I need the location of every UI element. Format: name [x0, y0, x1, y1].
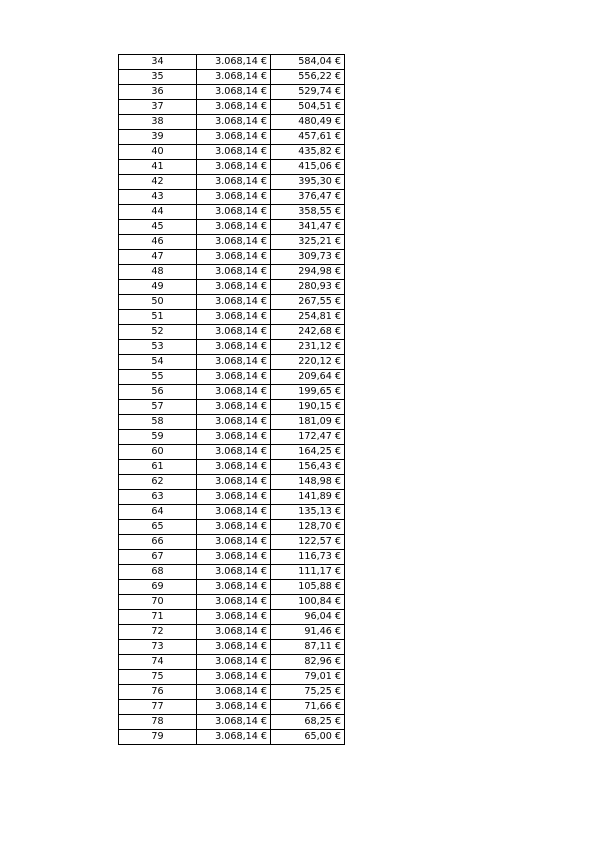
table-row: [119, 415, 345, 430]
row-number-cell: 44: [119, 205, 197, 220]
row-number-cell: 34: [119, 55, 197, 70]
value-cell: 220,12 €: [271, 355, 345, 370]
value-cell: 65,00 €: [271, 730, 345, 745]
table-row: [119, 130, 345, 145]
row-number-cell: 74: [119, 655, 197, 670]
amount-cell: 3.068,14 €: [197, 625, 271, 640]
value-cell: 395,30 €: [271, 175, 345, 190]
value-cell: 435,82 €: [271, 145, 345, 160]
row-number-cell: 70: [119, 595, 197, 610]
value-cell: 79,01 €: [271, 670, 345, 685]
value-cell: 128,70 €: [271, 520, 345, 535]
amount-cell: 3.068,14 €: [197, 640, 271, 655]
value-cell: 415,06 €: [271, 160, 345, 175]
value-cell: 209,64 €: [271, 370, 345, 385]
row-number-cell: 50: [119, 295, 197, 310]
amount-cell: 3.068,14 €: [197, 55, 271, 70]
row-number-cell: 66: [119, 535, 197, 550]
row-number-cell: 55: [119, 370, 197, 385]
value-cell: 75,25 €: [271, 685, 345, 700]
table-row: [119, 235, 345, 250]
row-number-cell: 39: [119, 130, 197, 145]
value-cell: 105,88 €: [271, 580, 345, 595]
value-cell: 325,21 €: [271, 235, 345, 250]
row-number-cell: 56: [119, 385, 197, 400]
table-row: [119, 430, 345, 445]
amount-cell: 3.068,14 €: [197, 655, 271, 670]
table-row: [119, 355, 345, 370]
value-cell: 172,47 €: [271, 430, 345, 445]
amount-cell: 3.068,14 €: [197, 670, 271, 685]
row-number-cell: 49: [119, 280, 197, 295]
value-cell: 457,61 €: [271, 130, 345, 145]
row-number-cell: 76: [119, 685, 197, 700]
row-number-cell: 51: [119, 310, 197, 325]
row-number-cell: 58: [119, 415, 197, 430]
amount-cell: 3.068,14 €: [197, 445, 271, 460]
value-cell: 231,12 €: [271, 340, 345, 355]
value-cell: 341,47 €: [271, 220, 345, 235]
table-row: [119, 175, 345, 190]
table-row: [119, 520, 345, 535]
table-row: [119, 85, 345, 100]
amount-cell: 3.068,14 €: [197, 325, 271, 340]
table-row: [119, 295, 345, 310]
table-row: [119, 475, 345, 490]
value-cell: 529,74 €: [271, 85, 345, 100]
value-cell: 116,73 €: [271, 550, 345, 565]
amount-cell: 3.068,14 €: [197, 175, 271, 190]
row-number-cell: 57: [119, 400, 197, 415]
amount-cell: 3.068,14 €: [197, 370, 271, 385]
row-number-cell: 77: [119, 700, 197, 715]
value-cell: 87,11 €: [271, 640, 345, 655]
amount-cell: 3.068,14 €: [197, 220, 271, 235]
table-row: [119, 70, 345, 85]
table-row: [119, 310, 345, 325]
row-number-cell: 65: [119, 520, 197, 535]
table-row: [119, 685, 345, 700]
amount-cell: 3.068,14 €: [197, 535, 271, 550]
amount-cell: 3.068,14 €: [197, 355, 271, 370]
value-cell: 68,25 €: [271, 715, 345, 730]
amount-cell: 3.068,14 €: [197, 685, 271, 700]
table-row: [119, 730, 345, 745]
amount-cell: 3.068,14 €: [197, 235, 271, 250]
value-cell: 267,55 €: [271, 295, 345, 310]
amount-cell: 3.068,14 €: [197, 265, 271, 280]
row-number-cell: 59: [119, 430, 197, 445]
amount-cell: 3.068,14 €: [197, 700, 271, 715]
amount-cell: 3.068,14 €: [197, 340, 271, 355]
table-row: [119, 340, 345, 355]
table-row: [119, 100, 345, 115]
value-cell: 294,98 €: [271, 265, 345, 280]
table-row: [119, 490, 345, 505]
row-number-cell: 69: [119, 580, 197, 595]
amount-cell: 3.068,14 €: [197, 430, 271, 445]
amount-cell: 3.068,14 €: [197, 415, 271, 430]
amount-cell: 3.068,14 €: [197, 115, 271, 130]
row-number-cell: 43: [119, 190, 197, 205]
row-number-cell: 37: [119, 100, 197, 115]
row-number-cell: 40: [119, 145, 197, 160]
amount-cell: 3.068,14 €: [197, 100, 271, 115]
table-row: [119, 400, 345, 415]
table-row: [119, 610, 345, 625]
table-row: [119, 160, 345, 175]
value-cell: 181,09 €: [271, 415, 345, 430]
table-row: [119, 700, 345, 715]
row-number-cell: 52: [119, 325, 197, 340]
value-cell: 358,55 €: [271, 205, 345, 220]
row-number-cell: 73: [119, 640, 197, 655]
value-cell: 280,93 €: [271, 280, 345, 295]
amount-cell: 3.068,14 €: [197, 505, 271, 520]
table-row: [119, 145, 345, 160]
amount-cell: 3.068,14 €: [197, 385, 271, 400]
amount-cell: 3.068,14 €: [197, 280, 271, 295]
table-row: [119, 550, 345, 565]
amount-cell: 3.068,14 €: [197, 715, 271, 730]
row-number-cell: 62: [119, 475, 197, 490]
row-number-cell: 41: [119, 160, 197, 175]
table-row: [119, 205, 345, 220]
row-number-cell: 53: [119, 340, 197, 355]
row-number-cell: 68: [119, 565, 197, 580]
value-cell: 309,73 €: [271, 250, 345, 265]
table-row: [119, 55, 345, 70]
amount-cell: 3.068,14 €: [197, 190, 271, 205]
row-number-cell: 67: [119, 550, 197, 565]
row-number-cell: 63: [119, 490, 197, 505]
row-number-cell: 71: [119, 610, 197, 625]
amount-cell: 3.068,14 €: [197, 730, 271, 745]
amount-cell: 3.068,14 €: [197, 550, 271, 565]
value-cell: 556,22 €: [271, 70, 345, 85]
amount-cell: 3.068,14 €: [197, 520, 271, 535]
table-row: [119, 445, 345, 460]
value-cell: 164,25 €: [271, 445, 345, 460]
table-row: [119, 655, 345, 670]
value-cell: 376,47 €: [271, 190, 345, 205]
row-number-cell: 46: [119, 235, 197, 250]
table-row: [119, 280, 345, 295]
row-number-cell: 45: [119, 220, 197, 235]
table-row: [119, 715, 345, 730]
value-cell: 111,17 €: [271, 565, 345, 580]
amount-cell: 3.068,14 €: [197, 565, 271, 580]
table-row: [119, 625, 345, 640]
row-number-cell: 36: [119, 85, 197, 100]
table-row: [119, 580, 345, 595]
table-body: [119, 55, 345, 745]
amount-cell: 3.068,14 €: [197, 70, 271, 85]
table-row: [119, 595, 345, 610]
data-table: [118, 54, 345, 745]
row-number-cell: 38: [119, 115, 197, 130]
value-cell: 480,49 €: [271, 115, 345, 130]
table-row: [119, 385, 345, 400]
table-row: [119, 535, 345, 550]
amount-cell: 3.068,14 €: [197, 205, 271, 220]
value-cell: 141,89 €: [271, 490, 345, 505]
value-cell: 122,57 €: [271, 535, 345, 550]
amount-cell: 3.068,14 €: [197, 490, 271, 505]
row-number-cell: 79: [119, 730, 197, 745]
row-number-cell: 64: [119, 505, 197, 520]
table-row: [119, 670, 345, 685]
value-cell: 71,66 €: [271, 700, 345, 715]
amount-cell: 3.068,14 €: [197, 310, 271, 325]
amount-cell: 3.068,14 €: [197, 145, 271, 160]
value-cell: 82,96 €: [271, 655, 345, 670]
table-row: [119, 325, 345, 340]
table-row: [119, 505, 345, 520]
amount-cell: 3.068,14 €: [197, 475, 271, 490]
table-row: [119, 190, 345, 205]
row-number-cell: 60: [119, 445, 197, 460]
row-number-cell: 54: [119, 355, 197, 370]
table-row: [119, 250, 345, 265]
amount-cell: 3.068,14 €: [197, 580, 271, 595]
value-cell: 91,46 €: [271, 625, 345, 640]
value-cell: 504,51 €: [271, 100, 345, 115]
amount-cell: 3.068,14 €: [197, 85, 271, 100]
value-cell: 135,13 €: [271, 505, 345, 520]
table-row: [119, 460, 345, 475]
table-row: [119, 640, 345, 655]
row-number-cell: 72: [119, 625, 197, 640]
row-number-cell: 75: [119, 670, 197, 685]
row-number-cell: 61: [119, 460, 197, 475]
row-number-cell: 42: [119, 175, 197, 190]
row-number-cell: 78: [119, 715, 197, 730]
value-cell: 584,04 €: [271, 55, 345, 70]
amount-cell: 3.068,14 €: [197, 160, 271, 175]
table-row: [119, 565, 345, 580]
amount-cell: 3.068,14 €: [197, 460, 271, 475]
value-cell: 242,68 €: [271, 325, 345, 340]
value-cell: 96,04 €: [271, 610, 345, 625]
value-cell: 254,81 €: [271, 310, 345, 325]
value-cell: 148,98 €: [271, 475, 345, 490]
row-number-cell: 47: [119, 250, 197, 265]
value-cell: 199,65 €: [271, 385, 345, 400]
amount-cell: 3.068,14 €: [197, 595, 271, 610]
amount-cell: 3.068,14 €: [197, 295, 271, 310]
value-cell: 156,43 €: [271, 460, 345, 475]
row-number-cell: 48: [119, 265, 197, 280]
value-cell: 190,15 €: [271, 400, 345, 415]
table-row: [119, 115, 345, 130]
table-row: [119, 220, 345, 235]
amount-cell: 3.068,14 €: [197, 400, 271, 415]
row-number-cell: 35: [119, 70, 197, 85]
value-cell: 100,84 €: [271, 595, 345, 610]
table-row: [119, 370, 345, 385]
amount-cell: 3.068,14 €: [197, 610, 271, 625]
table-row: [119, 265, 345, 280]
amount-cell: 3.068,14 €: [197, 250, 271, 265]
amount-cell: 3.068,14 €: [197, 130, 271, 145]
